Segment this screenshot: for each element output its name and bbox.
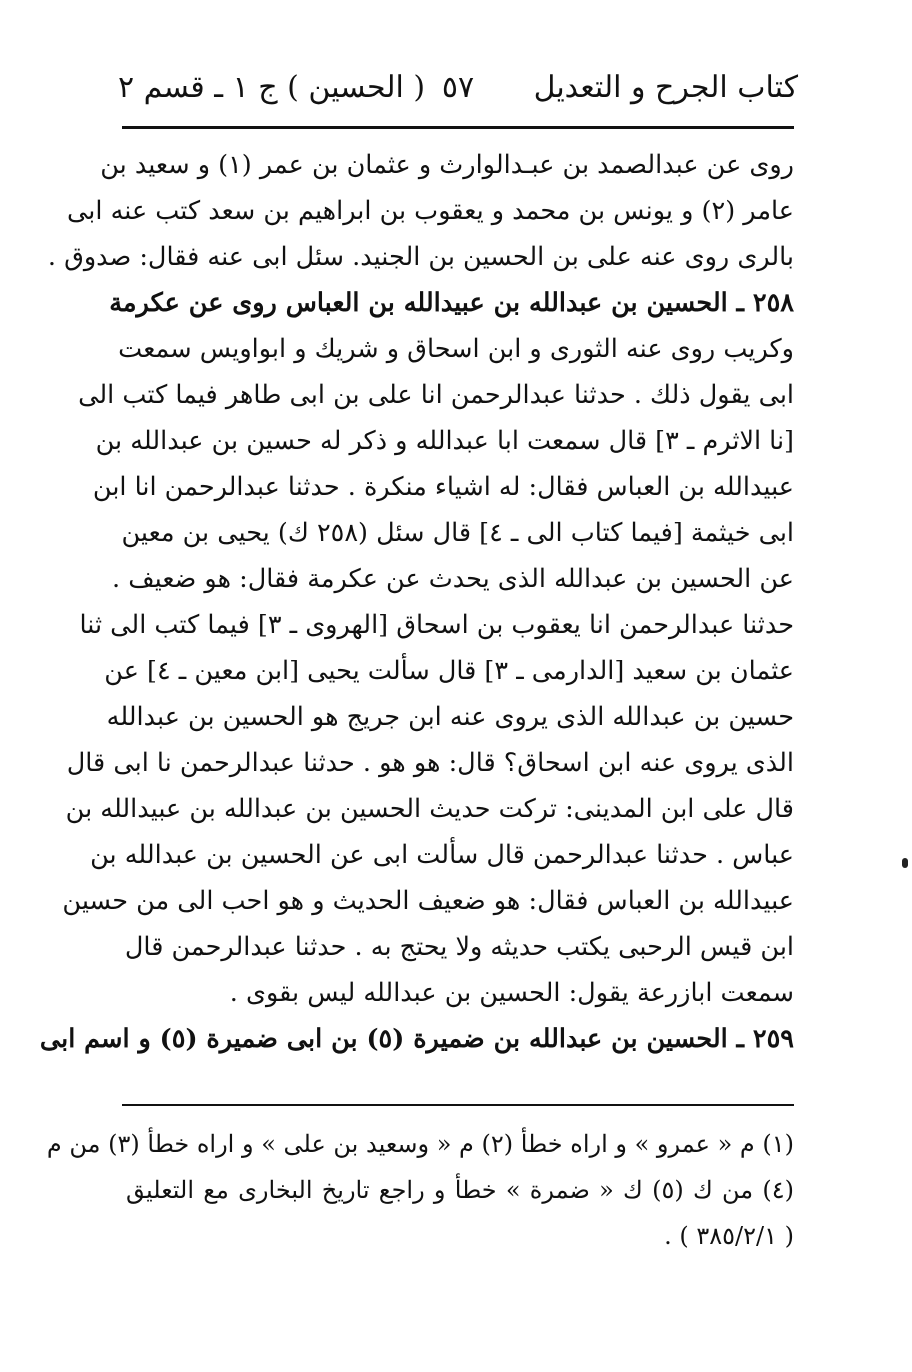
entry-258-line: ٢٥٨ ـ الحسين بن عبدالله بن عبيدالله بن العباس روى عن عكرمة	[109, 288, 794, 318]
text-line: عثمان بن سعيد [الدارمى ـ ٣] قال سألت يحيى [ابن معين ـ ٤] عن	[104, 656, 794, 686]
section-label: ( الحسين ) ج ١ ـ قسم ٢	[118, 70, 426, 105]
text-line: [نا الاثرم ـ ٣] قال سمعت ابا عبدالله و ذكر له حسين بن عبدالله بن	[95, 426, 794, 456]
text-line: وكريب روى عنه الثورى و ابن اسحاق و شريك و ابواويس سمعت	[118, 334, 794, 364]
text-line: عبيدالله بن العباس فقال: له اشياء منكرة . حدثنا عبدالرحمن انا ابن	[92, 472, 794, 502]
text-line: ابى يقول ذلك . حدثنا عبدالرحمن انا على بن ابى طاهر فيما كتب الى	[78, 380, 794, 410]
entry-259-line: ٢٥٩ ـ الحسين بن عبدالله بن ضميرة (٥) بن ابى ضميرة (٥) و اسم ابى	[39, 1024, 794, 1054]
text-line: عامر (٢) و يونس بن محمد و يعقوب بن ابراهيم بن سعد كتب عنه ابى	[67, 196, 794, 226]
page-header	[118, 62, 798, 124]
text-line: روى عن عبدالصمد بن عبـدالوارث و عثمان بن عمر (١) و سعيد بن	[100, 150, 794, 180]
text-line: حسين بن عبدالله الذى يروى عنه ابن جريج هو الحسين بن عبدالله	[106, 702, 794, 732]
text-line: حدثنا عبدالرحمن انا يعقوب بن اسحاق [الهروى ـ ٣] فيما كتب الى ثنا	[79, 610, 794, 640]
footnote-line: (٤) من ك (٥) ك « ضمرة » خطأ و راجع تاريخ البخارى مع التعليق	[126, 1176, 794, 1204]
text-line: سمعت ابازرعة يقول: الحسين بن عبدالله ليس بقوى .	[229, 978, 794, 1008]
margin-speck	[902, 858, 908, 868]
footnote-line: (١) م « عمرو » و اراه خطأ (٢) م « وسعيد بن على » و اراه خطأ (٣) من م	[46, 1130, 794, 1158]
text-line: ابن قيس الرحبى يكتب حديثه ولا يحتج به . حدثنا عبدالرحمن قال	[124, 932, 794, 962]
text-line: عبيدالله بن العباس فقال: هو ضعيف الحديث و هو احب الى من حسين	[62, 886, 794, 916]
text-line: الذى يروى عنه ابن اسحاق؟ قال: هو هو . حدثنا عبدالرحمن نا ابى قال	[66, 748, 794, 778]
text-line: عباس . حدثنا عبدالرحمن قال سألت ابى عن الحسين بن عبدالله بن	[90, 840, 794, 870]
book-title: كتاب الجرح و التعديل	[533, 70, 798, 105]
footnotes	[46, 1120, 794, 1258]
text-line: قال على ابن المدينى: تركت حديث الحسين بن عبدالله بن عبيدالله بن	[65, 794, 794, 824]
text-line: عن الحسين بن عبدالله الذى يحدث عن عكرمة فقال: هو ضعيف .	[112, 564, 794, 594]
text-line: بالرى روى عنه على بن الحسين بن الجنيد. سئل ابى عنه فقال: صدوق .	[47, 242, 794, 272]
main-text	[39, 142, 794, 1062]
footnote-rule	[122, 1104, 794, 1106]
footnote-line: ( ٣٨٥/٢/١ ) .	[664, 1222, 794, 1250]
header-rule	[122, 126, 794, 129]
page-number: ٥٧	[441, 70, 475, 105]
text-line: ابى خيثمة [فيما كتاب الى ـ ٤] قال سئل (٢٥٨ ك) يحيى بن معين	[121, 518, 794, 548]
